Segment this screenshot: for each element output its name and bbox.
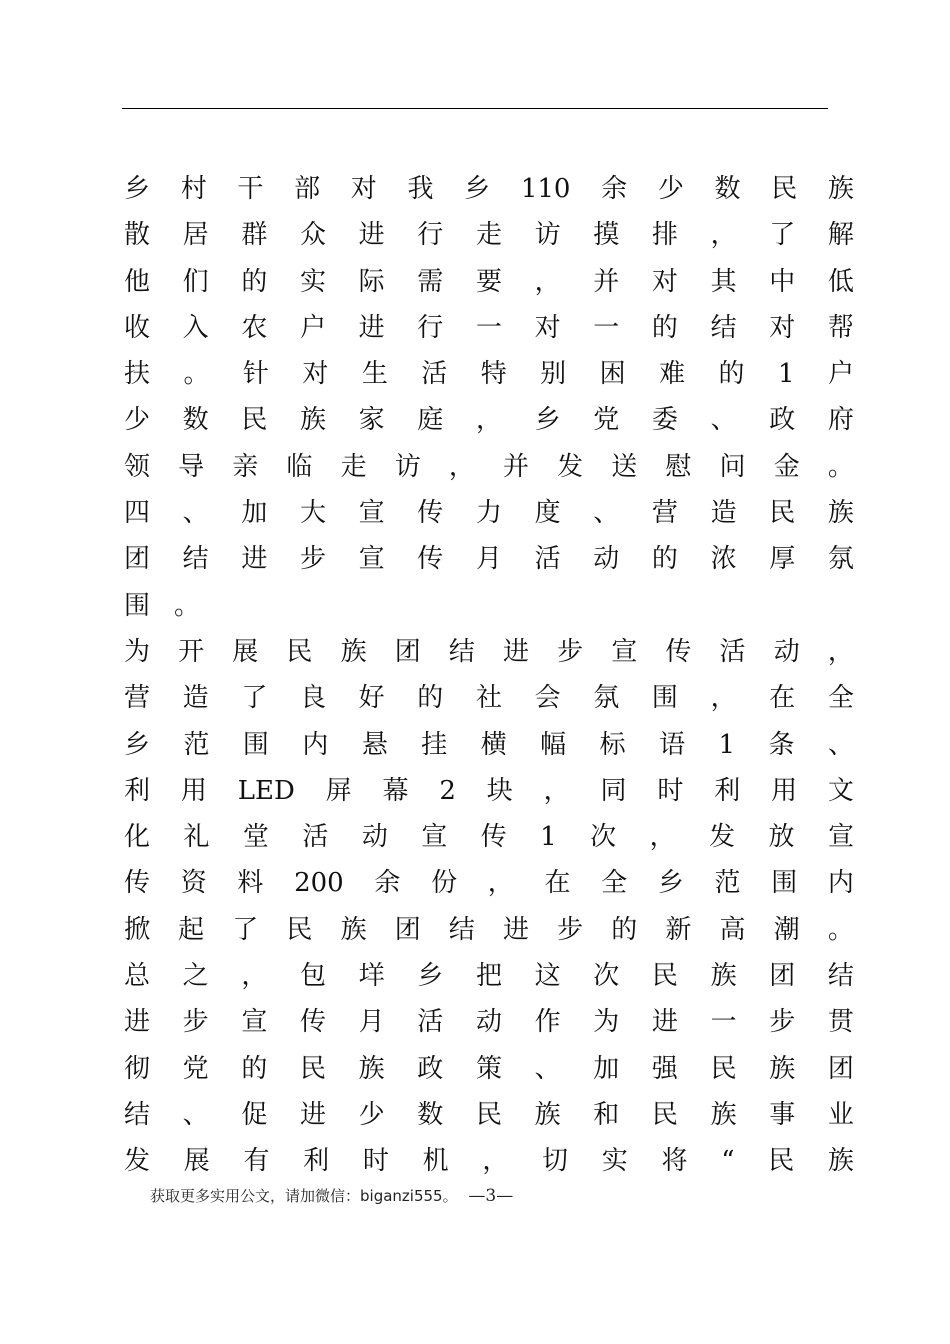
text-line: 乡 范 围 内 悬 挂 横 幅 标 语 1 条 、 bbox=[124, 729, 854, 760]
text-line: 化 礼 堂 活 动 宣 传 1 次 ， 发 放 宣 bbox=[124, 822, 854, 853]
page-number: —3— bbox=[468, 1186, 514, 1206]
header-rule bbox=[122, 108, 828, 109]
text-line: 四 、 加 大 宣 传 力 度 、 营 造 民 族 bbox=[124, 498, 854, 529]
text-line: 他 们 的 实 际 需 要 ， 并 对 其 中 低 bbox=[124, 266, 854, 297]
text-line: 扶 。 针 对 生 活 特 别 困 难 的 1 户 bbox=[124, 359, 854, 390]
text-line: 总 之 ， 包 垟 乡 把 这 次 民 族 团 结 bbox=[124, 961, 854, 992]
text-line: 少 数 民 族 家 庭 ， 乡 党 委 、 政 府 bbox=[124, 405, 854, 436]
text-line: 围 。 bbox=[124, 590, 201, 621]
text-line: 发 展 有 利 时 机 ， 切 实 将 “ 民 族 bbox=[124, 1146, 854, 1177]
text-line: 营 造 了 良 好 的 社 会 氛 围 ， 在 全 bbox=[124, 683, 854, 714]
text-line: 为 开 展 民 族 团 结 进 步 宣 传 活 动 ， bbox=[124, 636, 854, 667]
text-line: 团 结 进 步 宣 传 月 活 动 的 浓 厚 氛 bbox=[124, 544, 854, 575]
text-line: 掀 起 了 民 族 团 结 进 步 的 新 高 潮 。 bbox=[124, 914, 854, 945]
footer-note: 获取更多实用公文，请加微信：biganzi555。 bbox=[150, 1187, 458, 1205]
text-line: 领 导 亲 临 走 访 ， 并 发 送 慰 问 金 。 bbox=[124, 451, 854, 482]
text-line: 进 步 宣 传 月 活 动 作 为 进 一 步 贯 bbox=[124, 1007, 854, 1038]
text-line: 收 入 农 户 进 行 一 对 一 的 结 对 帮 bbox=[124, 312, 854, 343]
body-text bbox=[124, 166, 854, 1185]
text-line: 利 用 LED 屏 幕 2 块 ， 同 时 利 用 文 bbox=[124, 775, 854, 806]
text-line: 传 资 料 200 余 份 ， 在 全 乡 范 围 内 bbox=[124, 868, 854, 899]
page-footer bbox=[150, 1185, 513, 1206]
text-line: 彻 党 的 民 族 政 策 、 加 强 民 族 团 bbox=[124, 1053, 854, 1084]
text-line: 散 居 群 众 进 行 走 访 摸 排 ， 了 解 bbox=[124, 220, 854, 251]
text-line: 结 、 促 进 少 数 民 族 和 民 族 事 业 bbox=[124, 1099, 854, 1130]
text-line: 乡 村 干 部 对 我 乡 110 余 少 数 民 族 bbox=[124, 174, 854, 204]
